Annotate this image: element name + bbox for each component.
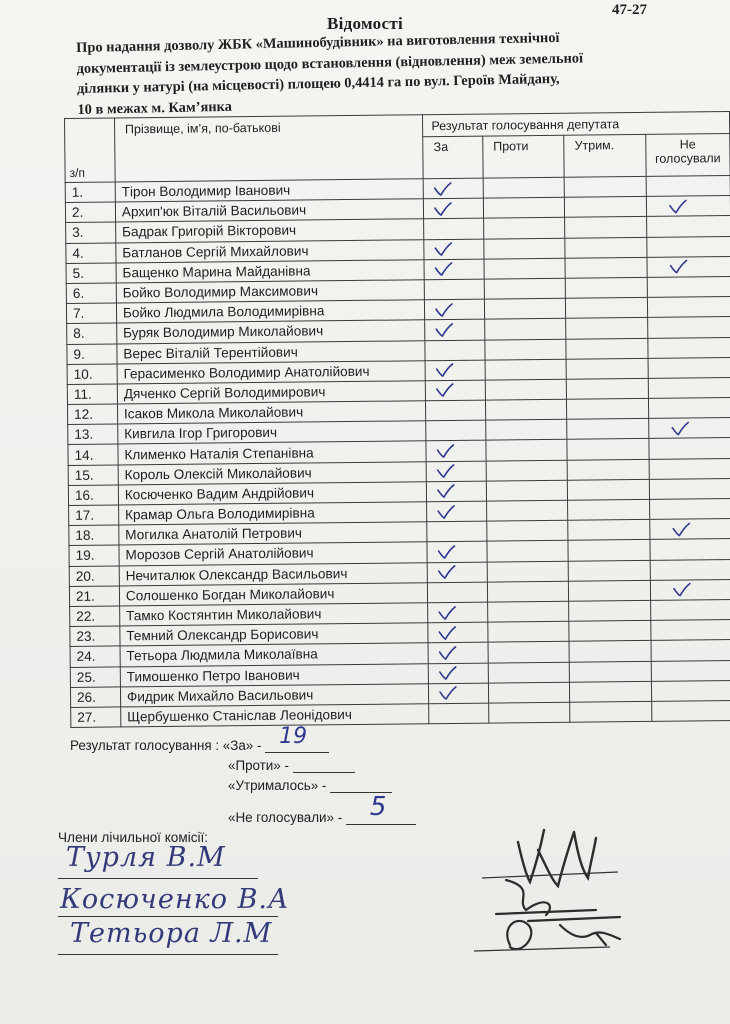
row-number: 2.: [65, 202, 115, 223]
vote-against-cell: [488, 682, 570, 703]
vote-for-cell: [428, 582, 488, 603]
row-number: 9.: [67, 343, 117, 364]
deputy-name: Фидрик Михайло Васильович: [120, 683, 429, 706]
checkmark-icon: [436, 383, 454, 397]
results-abstained-label: «Утрималось» -: [228, 778, 327, 793]
checkmark-icon: [437, 505, 455, 519]
vote-abstain-cell: [566, 298, 648, 319]
row-number: 14.: [68, 444, 118, 465]
header-against: Проти: [483, 135, 565, 178]
deputy-name: Бадрак Григорій Вікторович: [115, 219, 424, 242]
subject-line: Про надання дозволу ЖБК «Машинобудівник» на виготовлення технічної: [76, 29, 560, 56]
deputy-name: Батланов Сергій Михайлович: [116, 239, 425, 262]
vote-not-voted-cell: [649, 478, 730, 499]
row-number: 6.: [66, 283, 116, 304]
vote-against-cell: [487, 520, 569, 541]
vote-against-cell: [484, 319, 566, 340]
results-not-voted-value: 5: [369, 792, 387, 822]
vote-against-cell: [486, 440, 568, 461]
vote-against-cell: [486, 480, 568, 501]
vote-abstain-cell: [565, 237, 647, 258]
row-number: 11.: [67, 384, 117, 405]
results-against-label: «Проти» -: [228, 758, 289, 773]
row-number: 19.: [69, 545, 119, 566]
checkmark-icon: [438, 605, 456, 619]
vote-abstain-cell: [569, 621, 651, 642]
checkmark-icon: [672, 522, 690, 536]
vote-for-cell: [428, 642, 488, 663]
deputy-name: Бойко Людмила Володимирівна: [116, 300, 425, 323]
vote-not-voted-cell: [651, 700, 730, 721]
vote-abstain-cell: [568, 520, 650, 541]
vote-not-voted-cell: [650, 539, 730, 560]
vote-for-cell: [427, 521, 487, 542]
vote-not-voted-cell: [651, 640, 730, 661]
checkmark-icon: [439, 646, 457, 660]
deputy-name: Архип'юк Віталій Васильович: [115, 199, 424, 222]
results-not-voted-label: «Не голосували» -: [228, 810, 343, 825]
results-for-label: «За» -: [222, 738, 262, 753]
vote-not-voted-cell: [647, 297, 730, 318]
commission-member-name: Тетьора Л.М: [70, 918, 273, 949]
vote-abstain-cell: [568, 540, 650, 561]
row-number: 20.: [69, 566, 119, 587]
vote-not-voted-cell: [647, 317, 730, 338]
results-abstained-blank: [330, 778, 392, 793]
vote-for-cell: [426, 461, 486, 482]
results-for-value: 19: [279, 724, 308, 749]
signature-image: [470, 905, 670, 965]
subject-line: 10 в межах м. Кам’янка: [77, 98, 232, 118]
vote-abstain-cell: [565, 277, 647, 298]
vote-not-voted-cell: [648, 337, 730, 358]
vote-abstain-cell: [566, 358, 648, 379]
vote-for-cell: [424, 198, 484, 219]
results-label: Результат голосування :: [70, 738, 220, 753]
vote-against-cell: [489, 702, 571, 723]
vote-not-voted-cell: [650, 559, 730, 580]
commission-label: Члени лічильної комісії:: [58, 830, 209, 845]
header-not-voted-line1: Не: [679, 137, 696, 152]
vote-for-cell: [427, 541, 487, 562]
vote-for-cell: [429, 663, 489, 684]
vote-not-voted-cell: [648, 377, 730, 398]
vote-against-cell: [484, 278, 566, 299]
checkmark-icon: [438, 565, 456, 579]
row-number: 8.: [67, 323, 117, 344]
checkmark-icon: [435, 262, 453, 276]
vote-not-voted-cell: [646, 216, 730, 237]
vote-not-voted-cell: [651, 680, 730, 701]
row-number: 24.: [70, 646, 120, 667]
vote-against-cell: [483, 197, 565, 218]
vote-for-cell: [428, 622, 488, 643]
checkmark-icon: [438, 545, 456, 559]
deputy-name: Дяченко Сергій Володимирович: [117, 381, 426, 404]
header-not-voted: [645, 134, 730, 177]
deputy-name: Тірон Володимир Іванович: [115, 179, 424, 202]
vote-for-cell: [426, 441, 486, 462]
deputy-name: Тетьора Людмила Миколаївна: [120, 643, 429, 666]
deputy-name: Щербушенко Станіслав Леонідович: [121, 704, 430, 727]
vote-abstain-cell: [569, 580, 651, 601]
row-number: 21.: [69, 586, 119, 607]
results-against-blank: [293, 758, 355, 773]
vote-not-voted-cell: [647, 276, 730, 297]
checkmark-icon: [437, 444, 455, 458]
voting-table: [64, 111, 730, 728]
checkmark-icon: [439, 686, 457, 700]
deputy-name: Солошенко Богдан Миколайович: [119, 582, 428, 605]
vote-for-cell: [427, 562, 487, 583]
vote-against-cell: [486, 420, 568, 441]
vote-not-voted-cell: [649, 458, 730, 479]
vote-not-voted-cell: [651, 660, 730, 681]
vote-not-voted-cell: [649, 438, 730, 459]
row-number: 15.: [68, 465, 118, 486]
signature-line: [58, 954, 278, 955]
vote-abstain-cell: [566, 338, 648, 359]
deputy-name: Бащенко Марина Майданівна: [116, 259, 425, 282]
vote-abstain-cell: [570, 701, 652, 722]
header-not-voted-line2: голосували: [654, 151, 721, 166]
row-number: 1.: [65, 182, 115, 203]
checkmark-icon: [434, 182, 452, 196]
vote-for-cell: [424, 259, 484, 280]
row-number: 22.: [70, 606, 120, 627]
deputy-name: Ісаков Микола Миколайович: [117, 401, 426, 424]
deputy-name: Герасименко Володимир Анатолійович: [117, 360, 426, 383]
vote-abstain-cell: [567, 398, 649, 419]
signature-line: [58, 916, 278, 917]
vote-against-cell: [485, 379, 567, 400]
vote-for-cell: [425, 360, 485, 381]
vote-for-cell: [425, 319, 485, 340]
commission-member-name: Турля В.М: [66, 842, 226, 873]
deputy-name: Тимошенко Петро Іванович: [120, 663, 429, 686]
vote-not-voted-cell: [651, 620, 730, 641]
vote-not-voted-cell: [650, 599, 730, 620]
vote-against-cell: [485, 399, 567, 420]
document-subject: [76, 25, 678, 120]
checkmark-icon: [439, 666, 457, 680]
deputy-name: Буряк Володимир Миколайович: [117, 320, 426, 343]
header-for: За: [423, 136, 483, 179]
commission-member-name: Косюченко В.А: [60, 884, 290, 915]
deputy-name: Клименко Наталія Степанівна: [118, 441, 427, 464]
vote-against-cell: [486, 460, 568, 481]
deputy-name: Темний Олександр Борисович: [120, 623, 429, 646]
row-number: 16.: [68, 485, 118, 506]
vote-abstain-cell: [568, 560, 650, 581]
vote-against-cell: [488, 642, 570, 663]
voting-table-body: [65, 176, 730, 728]
vote-against-cell: [487, 541, 569, 562]
vote-for-cell: [424, 239, 484, 260]
vote-against-cell: [483, 177, 565, 198]
vote-abstain-cell: [565, 197, 647, 218]
vote-for-cell: [426, 380, 486, 401]
row-number: 13.: [68, 424, 118, 445]
header-abstain: Утрим.: [564, 134, 646, 177]
vote-against-cell: [488, 662, 570, 683]
checkmark-icon: [437, 464, 455, 478]
row-number: 3.: [66, 222, 116, 243]
vote-not-voted-cell: [647, 236, 730, 257]
vote-against-cell: [488, 621, 570, 642]
vote-not-voted-cell: [648, 398, 730, 419]
vote-abstain-cell: [566, 378, 648, 399]
vote-not-voted-cell: [646, 196, 730, 217]
vote-abstain-cell: [568, 479, 650, 500]
vote-for-cell: [427, 481, 487, 502]
vote-against-cell: [486, 500, 568, 521]
deputy-name: Могилка Анатолій Петрович: [119, 522, 428, 545]
checkmark-icon: [669, 260, 687, 274]
vote-not-voted-cell: [648, 418, 730, 439]
document-title: Відомості: [326, 14, 403, 33]
deputy-name: Нечиталюк Олександр Васильович: [119, 562, 428, 585]
subject-line: документації із землеустрою щодо встановлення (відновлення) меж земельної: [76, 49, 584, 77]
vote-against-cell: [485, 359, 567, 380]
checkmark-icon: [435, 303, 453, 317]
vote-abstain-cell: [567, 419, 649, 440]
checkmark-icon: [671, 421, 689, 435]
subject-line: ділянки у натурі (на місцевості) площею 0,4414 га по вул. Героїв Майдану,: [76, 70, 560, 97]
vote-not-voted-cell: [649, 499, 730, 520]
checkmark-icon: [434, 202, 452, 216]
results-not-voted-blank: [346, 792, 416, 825]
deputy-name: Крамар Ольга Володимирівна: [118, 502, 427, 525]
document-number: 47-27: [612, 2, 647, 18]
vote-abstain-cell: [567, 459, 649, 480]
deputy-name: Кивгила Ігор Григорович: [118, 421, 427, 444]
vote-not-voted-cell: [648, 357, 730, 378]
vote-not-voted-cell: [650, 579, 730, 600]
checkmark-icon: [439, 626, 457, 640]
deputy-name: Бойко Володимир Максимович: [116, 280, 425, 303]
vote-against-cell: [487, 581, 569, 602]
vote-for-cell: [424, 218, 484, 239]
vote-for-cell: [427, 501, 487, 522]
row-number: 12.: [68, 404, 118, 425]
vote-abstain-cell: [565, 257, 647, 278]
vote-for-cell: [423, 178, 483, 199]
checkmark-icon: [435, 242, 453, 256]
deputy-name: Косюченко Вадим Андрійович: [118, 482, 427, 505]
row-number: 25.: [70, 666, 120, 687]
row-number: 5.: [66, 263, 116, 284]
vote-abstain-cell: [564, 176, 646, 197]
row-number: 17.: [69, 505, 119, 526]
header-vote-result: Результат голосування депутата: [423, 112, 730, 137]
vote-against-cell: [483, 218, 565, 239]
vote-not-voted-cell: [647, 256, 730, 277]
vote-abstain-cell: [566, 318, 648, 339]
vote-abstain-cell: [568, 499, 650, 520]
row-number: 7.: [66, 303, 116, 324]
row-number: 27.: [71, 707, 121, 728]
vote-abstain-cell: [569, 641, 651, 662]
vote-for-cell: [425, 340, 485, 361]
row-number: 10.: [67, 364, 117, 385]
header-name: Прізвище, ім’я, по-батькові: [114, 115, 423, 182]
vote-against-cell: [487, 601, 569, 622]
vote-against-cell: [484, 238, 566, 259]
vote-for-cell: [426, 420, 486, 441]
vote-for-cell: [426, 400, 486, 421]
header-number: з/п: [65, 118, 116, 183]
checkmark-icon: [437, 484, 455, 498]
vote-abstain-cell: [567, 439, 649, 460]
vote-not-voted-cell: [650, 519, 730, 540]
vote-against-cell: [485, 339, 567, 360]
results-for-blank: [265, 724, 329, 753]
vote-against-cell: [487, 561, 569, 582]
checkmark-icon: [435, 323, 453, 337]
vote-not-voted-cell: [646, 176, 730, 197]
vote-for-cell: [425, 279, 485, 300]
row-number: 26.: [70, 687, 120, 708]
deputy-name: Король Олексій Миколайович: [118, 461, 427, 484]
deputy-name: Тамко Костянтин Миколайович: [119, 603, 428, 626]
row-number: 4.: [66, 243, 116, 264]
deputy-name: Морозов Сергій Анатолійович: [119, 542, 428, 565]
vote-abstain-cell: [569, 600, 651, 621]
checkmark-icon: [669, 199, 687, 213]
vote-for-cell: [429, 703, 489, 724]
vote-abstain-cell: [570, 681, 652, 702]
row-number: 23.: [70, 626, 120, 647]
vote-against-cell: [484, 258, 566, 279]
vote-for-cell: [425, 299, 485, 320]
vote-abstain-cell: [569, 661, 651, 682]
vote-for-cell: [429, 683, 489, 704]
deputy-name: Верес Віталій Терентійович: [117, 340, 426, 363]
vote-abstain-cell: [565, 217, 647, 238]
checkmark-icon: [436, 363, 454, 377]
row-number: 18.: [69, 525, 119, 546]
checkmark-icon: [673, 583, 691, 597]
vote-for-cell: [428, 602, 488, 623]
vote-against-cell: [484, 298, 566, 319]
signature-line: [58, 878, 258, 879]
